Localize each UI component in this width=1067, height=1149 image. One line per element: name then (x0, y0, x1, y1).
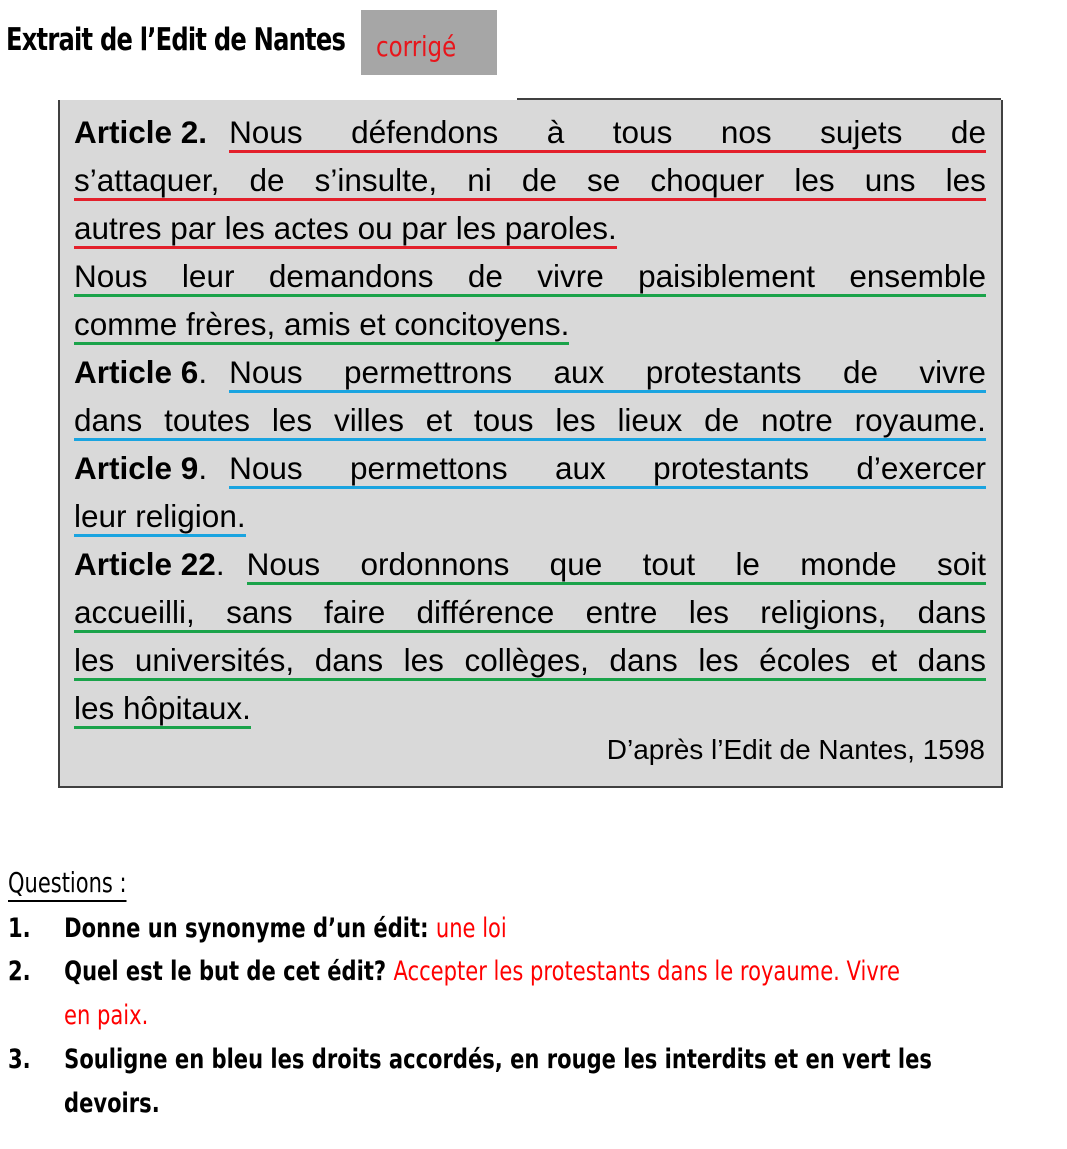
corrige-badge (361, 10, 497, 75)
document-excerpt-box (58, 100, 1003, 788)
underlined-text: Nous permettrons aux protestants de vivre (229, 350, 986, 393)
question-text: Quel est le but de cet édit? (64, 956, 387, 987)
answer-text: une loi (435, 913, 507, 944)
underlined-text: Nous permettons aux protestants d’exercer (229, 446, 986, 489)
article-label: Article 6 (74, 354, 199, 390)
excerpt-line (74, 158, 986, 202)
excerpt-line (74, 254, 986, 298)
underlined-text: Nous leur demandons de vivre paisiblement ensemble (74, 254, 986, 297)
excerpt-line: Article 9 . Nous permettons aux protestants d’exercer (74, 446, 986, 490)
underlined-text: les universités, dans les collèges, dans les écoles et dans (74, 638, 986, 681)
page-title: Extrait de l’Edit de Nantes (6, 22, 346, 58)
box-top-border (517, 98, 1001, 100)
underlined-text: accueilli, sans faire différence entre les religions, dans (74, 590, 986, 633)
question-continuation: devoirs. (64, 1088, 160, 1119)
question-3 (8, 1040, 932, 1080)
excerpt-line (74, 494, 986, 538)
underlined-text: leur religion. (74, 494, 246, 537)
underlined-text: comme frères, amis et concitoyens. (74, 302, 569, 345)
underlined-text: autres par les actes ou par les paroles. (74, 206, 617, 249)
underlined-text: les hôpitaux. (74, 686, 251, 729)
question-1 (8, 909, 507, 949)
excerpt-line (74, 110, 986, 154)
excerpt-line: Article 22 . Nous ordonnons que tout le monde soit (74, 542, 986, 586)
underlined-text: dans toutes les villes et tous les lieux de notre royaume. (74, 398, 986, 441)
excerpt-line (74, 686, 986, 730)
excerpt-line (74, 638, 986, 682)
question-number: 1. (8, 913, 31, 944)
question-number: 2. (8, 956, 31, 987)
excerpt-line (74, 302, 986, 346)
article-label: Article 2. (74, 114, 208, 150)
underlined-text: Nous ordonnons que tout le monde soit (247, 542, 986, 585)
source-citation: D’après l’Edit de Nantes, 1598 (606, 734, 985, 765)
corrige-label: corrigé (376, 30, 457, 63)
article-label: Article 9 (74, 450, 199, 486)
answer-text: Accepter les protestants dans le royaume. Vivre (393, 956, 900, 987)
excerpt-line (74, 398, 986, 442)
excerpt-line: Article 6 . Nous permettrons aux protestants de vivre (74, 350, 986, 394)
excerpt-line (74, 590, 986, 634)
question-2 (8, 952, 900, 992)
underlined-text: Nous défendons à tous nos sujets de (229, 110, 986, 153)
underlined-text: s’attaquer, de s’insulte, ni de se choquer les uns les (74, 158, 986, 201)
question-number: 3. (8, 1044, 31, 1075)
answer-continuation: en paix. (64, 1000, 149, 1031)
article-label: Article 22 (74, 546, 216, 582)
question-text: Souligne en bleu les droits accordés, en rouge les interdits et en vert les (64, 1044, 932, 1075)
question-text: Donne un synonyme d’un édit: (64, 913, 429, 944)
questions-heading: Questions : (8, 866, 127, 902)
excerpt-line (74, 206, 986, 250)
